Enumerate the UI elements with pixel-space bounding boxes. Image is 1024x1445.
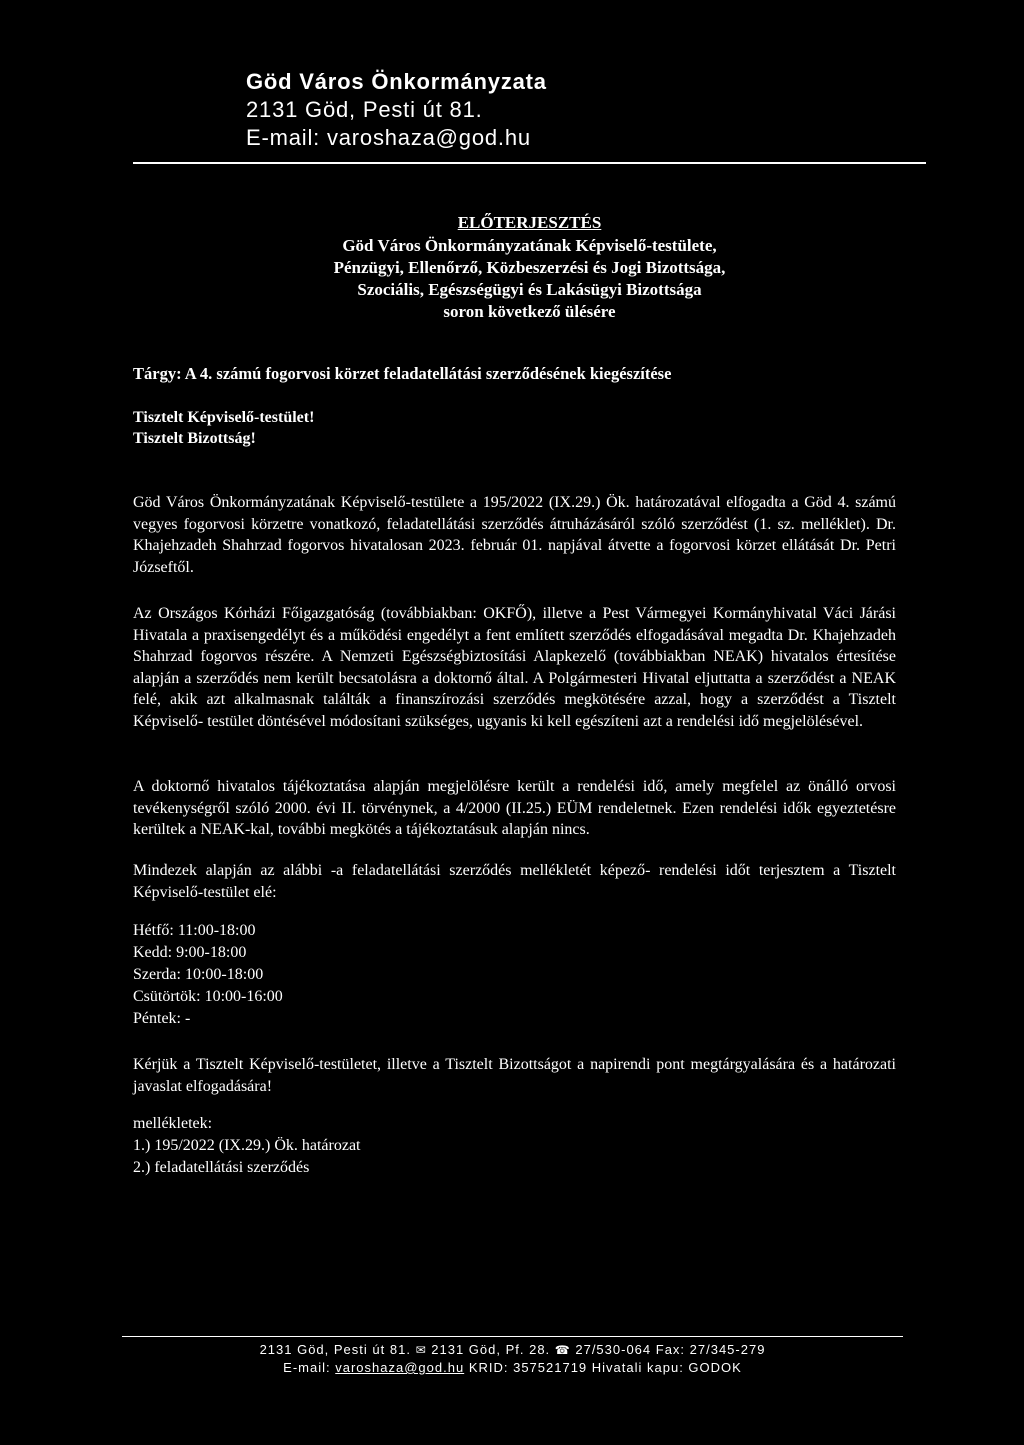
- office-hours-wednesday: Szerda: 10:00-18:00: [133, 966, 264, 983]
- salutation-committee: Tisztelt Bizottság!: [133, 430, 256, 447]
- office-hours-tuesday: Kedd: 9:00-18:00: [133, 944, 247, 961]
- header-divider: [133, 162, 926, 164]
- footer-phone-fax: 27/530-064 Fax: 27/345-279: [575, 1342, 766, 1357]
- office-hours-thursday: Csütörtök: 10:00-16:00: [133, 988, 283, 1005]
- salutation-council: Tisztelt Képviselő-testület!: [133, 409, 315, 426]
- organization-name: Göd Város Önkormányzata: [246, 69, 547, 94]
- attachment-item-2: 2.) feladatellátási szerződés: [133, 1159, 310, 1176]
- paragraph-1: Göd Város Önkormányzatának Képviselő-testülete a 195/2022 (IX.29.) Ök. határozatával elfogadta a Göd 4. számú vegyes fogorvosi körzetre vonatkozó, feladatellátási szerződés átruházásáról szóló szerződést (1. sz. melléklet). Dr. Khajehzadeh Shahrzad fogorvos hivatalosan 2023. február 01. napjával átvette a fogorvosi körzet ellátását Dr. Petri Józseftől.: [133, 494, 896, 576]
- footer-krid-kapu: KRID: 357521719 Hivatali kapu: GODOK: [468, 1360, 742, 1375]
- organization-address: 2131 Göd, Pesti út 81.: [246, 97, 483, 122]
- paragraph-5: Kérjük a Tisztelt Képviselő-testületet, illetve a Tisztelt Bizottságot a napirendi pont megtárgyalására és a határozati javaslat elfogadására!: [133, 1056, 896, 1095]
- envelope-icon: ✉: [415, 1343, 427, 1357]
- office-hours-monday: Hétfő: 11:00-18:00: [133, 922, 256, 939]
- addressee-line-2: Pénzügyi, Ellenőrző, Közbeszerzési és Jogi Bizottsága,: [333, 258, 726, 277]
- attachment-item-1: 1.) 195/2022 (IX.29.) Ök. határozat: [133, 1137, 361, 1154]
- office-hours-friday: Péntek: -: [133, 1010, 191, 1027]
- paragraph-4: Mindezek alapján az alábbi -a feladatellátási szerződés mellékletét képező- rendelési időt terjesztem a Tisztelt Képviselő-testület elé:: [133, 862, 896, 901]
- footer-address: 2131 Göd, Pesti út 81.: [259, 1342, 411, 1357]
- organization-email: E-mail: varoshaza@god.hu: [246, 125, 531, 150]
- footer-line-1: [122, 1342, 903, 1357]
- telephone-icon: ☎: [554, 1343, 571, 1357]
- footer-email-label: E-mail:: [283, 1360, 331, 1375]
- paragraph-2: Az Országos Kórházi Főigazgatóság (továbbiakban: OKFŐ), illetve a Pest Vármegyei Kormányhivatal Váci Járási Hivatala a praxisengedélyt és a működési engedélyt a fent említett szerződés elfogadásával megadta Dr. Khajehzadeh Shahrzad fogorvos részére. A Nemzeti Egészségbiztosítási Alapkezelő (továbbiakban NEAK) hivatalos értesítése alapján a szerződés nem került becsatolásra a doktornő által. A Polgármesteri Hivatal eljuttatta a szerződést a NEAK felé, akik azt alkalmasnak találták a finanszírozási szerződés megkötésére azzal, hogy a szerződést a Tisztelt Képviselő- testület döntésével módosítani szükséges, ugyanis ki kell egészíteni azt a rendelési idő megjelölésével.: [133, 605, 896, 730]
- footer-postal: 2131 Göd, Pf. 28.: [431, 1342, 551, 1357]
- footer-line-2: [122, 1360, 903, 1375]
- addressee-line-4: soron következő ülésére: [443, 302, 616, 321]
- footer-email-link[interactable]: varoshaza@god.hu: [335, 1360, 465, 1375]
- document-title: ELŐTERJESZTÉS: [457, 213, 602, 232]
- addressee-line-1: Göd Város Önkormányzatának Képviselő-testülete,: [342, 236, 717, 255]
- footer-divider: [122, 1336, 903, 1337]
- addressee-line-3: Szociális, Egészségügyi és Lakásügyi Bizottsága: [357, 280, 702, 299]
- attachments-label: mellékletek:: [133, 1115, 213, 1132]
- paragraph-3: A doktornő hivatalos tájékoztatása alapján megjelölésre került a rendelési idő, amely megfelel az önálló orvosi tevékenységről szóló 2000. évi II. törvénynek, a 4/2000 (II.25.) EÜM rendeletnek. Ezen rendelési idők egyeztetésre kerültek a NEAK-kal, további megkötés a tájékoztatásuk alapján nincs.: [133, 778, 896, 838]
- subject-line: Tárgy: A 4. számú fogorvosi körzet feladatellátási szerződésének kiegészítése: [133, 364, 672, 383]
